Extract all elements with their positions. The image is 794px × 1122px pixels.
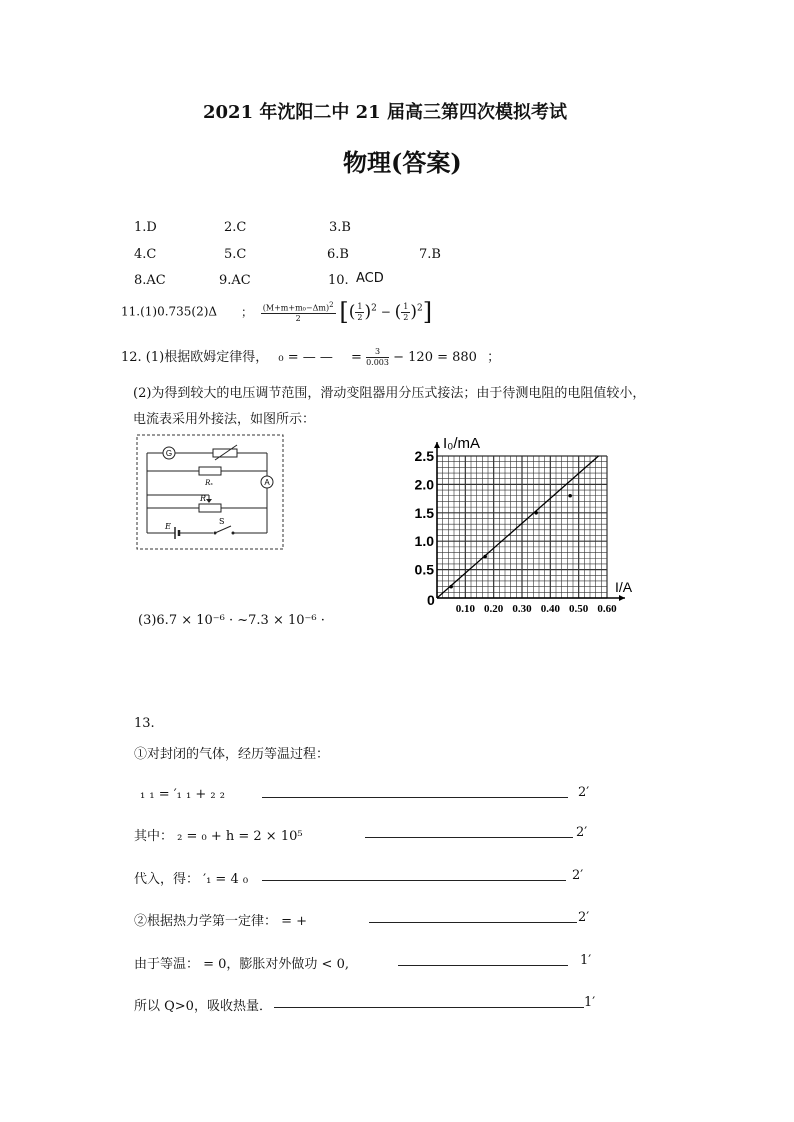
slide-rheostat-icon bbox=[199, 504, 221, 512]
q11-half-a-num: 1 bbox=[357, 301, 363, 311]
q13-eq4-score: 2′ bbox=[578, 910, 590, 925]
chart-series bbox=[437, 456, 599, 598]
answer-line bbox=[274, 1007, 584, 1008]
q11-frac-den: 2 bbox=[295, 314, 301, 324]
q12-part2-line2: 电流表采用外接法，如图所示： bbox=[133, 412, 316, 427]
r-label: R bbox=[200, 494, 207, 503]
x-tick-label: 0.40 bbox=[540, 603, 560, 615]
y-axis-arrow bbox=[434, 442, 440, 448]
x-tick-label: 0.20 bbox=[484, 603, 504, 615]
circuit-diagram bbox=[135, 433, 285, 551]
io-vs-i-chart bbox=[395, 430, 645, 618]
q12-part1-e: ； bbox=[487, 350, 501, 365]
q13-eq4: ②根据热力学第一定律： = + bbox=[134, 914, 308, 929]
chart-grid bbox=[434, 442, 625, 601]
q11-half-b bbox=[401, 302, 410, 323]
e-label: E bbox=[165, 522, 171, 531]
q13-eq3: 代入，得： ′₁ = 4 ₀ bbox=[134, 872, 249, 887]
answer-1: 1.D bbox=[134, 220, 157, 235]
y-axis-label: I₀/mA bbox=[443, 435, 481, 452]
answer-line bbox=[369, 922, 577, 923]
answer-4: 4.C bbox=[134, 247, 157, 262]
g-label: G bbox=[165, 449, 173, 458]
q11-half-b-den: 2 bbox=[403, 312, 409, 322]
a-label: A bbox=[264, 478, 270, 487]
q13-eq2-score: 2′ bbox=[576, 825, 588, 840]
y-tick-label: 2.5 bbox=[414, 448, 434, 464]
y-tick-label: 0.5 bbox=[414, 561, 434, 578]
q12-part1-d: − 120 = 880 bbox=[393, 350, 477, 365]
q12-part1-b: ₀ = — — bbox=[278, 350, 333, 365]
q11-half-b-num: 1 bbox=[403, 301, 409, 311]
switch-icon bbox=[215, 526, 231, 533]
data-point bbox=[568, 494, 572, 498]
q13-eq6-score: 1′ bbox=[584, 995, 596, 1010]
y-tick-label: 2.0 bbox=[414, 476, 434, 493]
page-subtitle: 物理(答案) bbox=[343, 148, 462, 177]
q12-part1 bbox=[121, 346, 500, 368]
answer-2: 2.C bbox=[224, 220, 247, 235]
x-tick-label: 0.30 bbox=[512, 603, 532, 615]
q13-number: 13. bbox=[134, 716, 155, 731]
q11-frac-num: (M+m+m₀−Δm) bbox=[262, 303, 330, 313]
q13-eq5-score: 1′ bbox=[580, 953, 592, 968]
q11-minus: − bbox=[380, 305, 391, 319]
answer-line bbox=[262, 880, 566, 881]
q11-fraction bbox=[261, 300, 336, 325]
q13-eq2: 其中： ₂ = ₀ + h = 2 × 10⁵ bbox=[134, 829, 303, 844]
data-point bbox=[449, 585, 453, 589]
q12-part2-line1: (2)为得到较大的电压调节范围，滑动变阻器用分压式接法；由于待测电阻的电阻值较小， bbox=[133, 386, 646, 401]
x-axis-label: I/A bbox=[615, 579, 633, 595]
answer-10-number: 10. bbox=[328, 273, 349, 288]
answer-3: 3.B bbox=[329, 220, 351, 235]
q12-part1-a: 12. (1)根据欧姆定律得， bbox=[121, 350, 269, 365]
answer-line bbox=[365, 837, 573, 838]
q13-eq3-score: 2′ bbox=[572, 868, 584, 883]
series-line bbox=[437, 456, 599, 598]
q12-frac-den: 0.003 bbox=[366, 358, 389, 367]
q13-eq1-score: 2′ bbox=[578, 785, 590, 800]
q13-intro: ①对封闭的气体，经历等温过程： bbox=[134, 747, 330, 762]
s-label: S bbox=[219, 517, 225, 526]
x-tick-label: 0.10 bbox=[455, 603, 475, 615]
q13-eq5: 由于等温： = 0，膨胀对外做功 < 0, bbox=[134, 957, 349, 972]
answer-9: 9.AC bbox=[219, 273, 251, 288]
y-tick-label: 1.0 bbox=[414, 533, 434, 550]
q11-half-a-den: 2 bbox=[357, 312, 363, 322]
q11-separator: ； bbox=[240, 304, 253, 319]
q12-frac-num: 3 bbox=[366, 347, 389, 358]
q13-eq6: 所以 Q>0，吸收热量． bbox=[134, 999, 272, 1014]
q11-frac-exp: 2 bbox=[329, 300, 334, 309]
q11-answer: 11.(1)0.735(2)Δ ； $\frac{(M+m+m_0-\Delta m)^2}{2}$ [( $\frac{1}{2}$ )$^2$ − ( $\frac{1}{2}$ )$^2$] bbox=[121, 298, 433, 326]
answer-line bbox=[398, 965, 568, 966]
q11-prefix: 11.(1)0.735(2)Δ bbox=[121, 304, 218, 319]
y-tick-label: 1.5 bbox=[414, 504, 434, 521]
x-tick-label: 0.50 bbox=[569, 603, 589, 615]
rx-label: Rₓ bbox=[205, 479, 213, 487]
q12-part3: (3)6.7 × 10⁻⁶ · ~7.3 × 10⁻⁶ · bbox=[138, 613, 325, 628]
origin-label: 0 bbox=[427, 592, 435, 608]
exam-title: 2021 年沈阳二中 21 届高三第四次模拟考试 bbox=[203, 102, 567, 123]
answer-line bbox=[262, 797, 568, 798]
q12-fraction bbox=[366, 347, 389, 368]
answer-6: 6.B bbox=[327, 247, 349, 262]
answer-5: 5.C bbox=[224, 247, 247, 262]
data-point bbox=[483, 555, 487, 559]
data-point bbox=[534, 511, 538, 515]
q12-part1-c: = bbox=[351, 350, 362, 365]
answer-7: 7.B bbox=[419, 247, 441, 262]
q13-eq1: ₁ ₁ = ′₁ ₁ + ₂ ₂ bbox=[140, 787, 225, 802]
x-tick-label: 0.60 bbox=[597, 603, 617, 615]
answer-10: ACD bbox=[356, 271, 384, 286]
answer-8: 8.AC bbox=[134, 273, 166, 288]
rx-resistor-icon bbox=[199, 467, 221, 475]
x-axis-arrow bbox=[619, 595, 625, 601]
